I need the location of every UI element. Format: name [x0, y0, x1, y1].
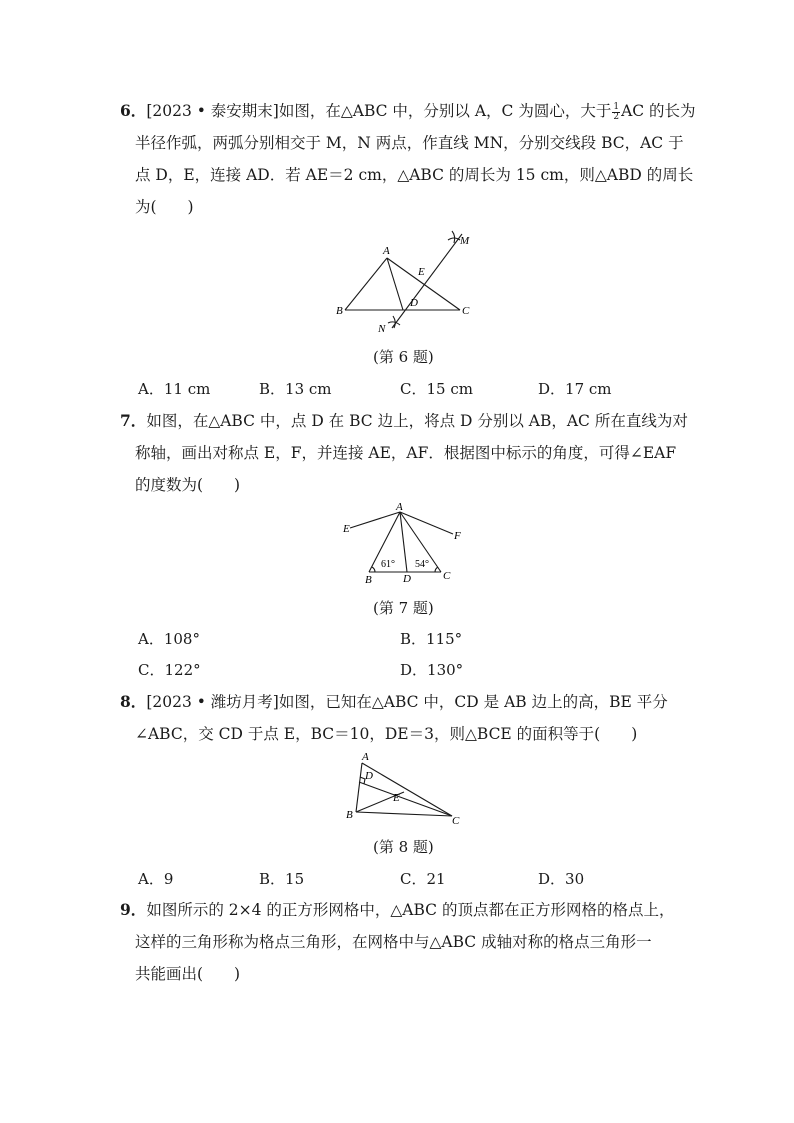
- question-text: [2023 • 潍坊月考]如图，已知在△ABC 中，CD 是 AB 边上的高，BE 平分: [146, 693, 668, 711]
- option-c[interactable]: C．21: [400, 870, 446, 888]
- option-a[interactable]: A．108°: [138, 630, 200, 648]
- question-text: 如图，在△ABC 中，点 D 在 BC 边上，将点 D 分别以 AB，AC 所在直线为对: [146, 412, 688, 430]
- segment-cd-altitude: [359, 782, 452, 816]
- label-b: B: [346, 809, 353, 821]
- option-a[interactable]: A．9: [138, 870, 174, 888]
- option-b[interactable]: B．115°: [400, 630, 463, 648]
- question-8-line-2: ∠ABC，交 CD 于点 E，BC＝10，DE＝3，则△BCE 的面积等于( ): [135, 725, 638, 743]
- option-d[interactable]: D．17 cm: [538, 380, 612, 398]
- question-6-line-1: 6．[2023 • 泰安期末]如图，在△ABC 中，分别以 A，C 为圆心，大于 $\frac{1}{2}$ AC 的长为: [120, 101, 696, 122]
- caption-6: (第 6 题): [373, 348, 434, 366]
- label-a: A: [362, 751, 369, 763]
- label-e: E: [393, 792, 400, 804]
- label-b: B: [336, 305, 343, 317]
- question-number: 7: [120, 411, 131, 430]
- label-d: D: [403, 573, 411, 585]
- question-7-line-2: 称轴，画出对称点 E，F，并连接 AE，AF．根据图中标示的角度，可得∠EAF: [135, 444, 677, 462]
- option-c[interactable]: C．15 cm: [400, 380, 473, 398]
- question-6-line-4: 为( ): [135, 198, 194, 216]
- label-f: F: [454, 530, 461, 542]
- question-number: 8: [120, 692, 131, 711]
- label-e: E: [343, 523, 350, 535]
- question-number: 9: [120, 900, 131, 919]
- option-d[interactable]: D．130°: [400, 661, 464, 679]
- label-d: D: [410, 297, 418, 309]
- line-mn: [392, 234, 462, 328]
- question-7: [120, 405, 688, 501]
- question-6-line-3: 点 D，E，连接 AD．若 AE＝2 cm，△ABC 的周长为 15 cm，则△ABD 的周长: [135, 166, 694, 184]
- question-9-line-2: 这样的三角形称为格点三角形，在网格中与△ABC 成轴对称的格点三角形一: [135, 933, 652, 951]
- caption-8: (第 8 题): [373, 838, 434, 856]
- question-number: 6: [120, 101, 131, 120]
- figure-7: [335, 500, 475, 590]
- label-a: A: [383, 245, 390, 257]
- question-8: [120, 686, 680, 750]
- question-9: [120, 894, 680, 990]
- caption-7: (第 7 题): [373, 599, 434, 617]
- question-9-line-1: 9．如图所示的 2×4 的正方形网格中，△ABC 的顶点都在正方形网格的格点上，: [120, 900, 675, 919]
- segment-ac: [362, 763, 452, 816]
- option-d[interactable]: D．30: [538, 870, 585, 888]
- label-a: A: [396, 501, 403, 513]
- question-6: [120, 95, 696, 223]
- question-8-line-1: 8．[2023 • 潍坊月考]如图，已知在△ABC 中，CD 是 AB 边上的高，BE 平分: [120, 692, 668, 711]
- label-m: M: [460, 235, 470, 247]
- option-c[interactable]: C．122°: [138, 661, 201, 679]
- option-a[interactable]: A．11 cm: [138, 380, 211, 398]
- segment-ab: [345, 258, 387, 310]
- figure-6: [330, 228, 480, 338]
- option-b[interactable]: B．15: [259, 870, 305, 888]
- segment-ad: [387, 258, 403, 310]
- option-b[interactable]: B．13 cm: [259, 380, 332, 398]
- angle-label-54: 54°: [415, 559, 429, 570]
- label-c: C: [452, 815, 460, 827]
- segment-ab: [356, 763, 362, 812]
- question-text: 如图所示的 2×4 的正方形网格中，△ABC 的顶点都在正方形网格的格点上，: [146, 901, 675, 919]
- label-c: C: [443, 570, 451, 582]
- segment-bc: [356, 812, 452, 816]
- question-6-line-2: 半径作弧，两弧分别相交于 M，N 两点，作直线 MN，分别交线段 BC，AC 于: [135, 134, 684, 152]
- label-e: E: [418, 266, 425, 278]
- label-b: B: [365, 574, 372, 586]
- question-7-line-3: 的度数为( ): [135, 476, 241, 494]
- arc-mark-m2: [452, 231, 455, 243]
- question-9-line-3: 共能画出( ): [135, 965, 241, 983]
- fraction-one-half: $\frac{1}{2}$: [613, 101, 620, 122]
- angle-label-61: 61°: [381, 559, 395, 570]
- label-n: N: [378, 323, 386, 335]
- figure-8: [340, 750, 470, 830]
- question-text: [2023 • 泰安期末]如图，在△ABC 中，分别以 A，C 为圆心，大于: [146, 102, 612, 120]
- angle-arc-b: [372, 567, 375, 572]
- label-d: D: [365, 770, 373, 782]
- question-text: AC 的长为: [621, 102, 696, 120]
- label-c: C: [462, 305, 470, 317]
- angle-arc-c: [435, 567, 438, 572]
- question-7-line-1: 7．如图，在△ABC 中，点 D 在 BC 边上，将点 D 分别以 AB，AC 所在直线为对: [120, 411, 688, 430]
